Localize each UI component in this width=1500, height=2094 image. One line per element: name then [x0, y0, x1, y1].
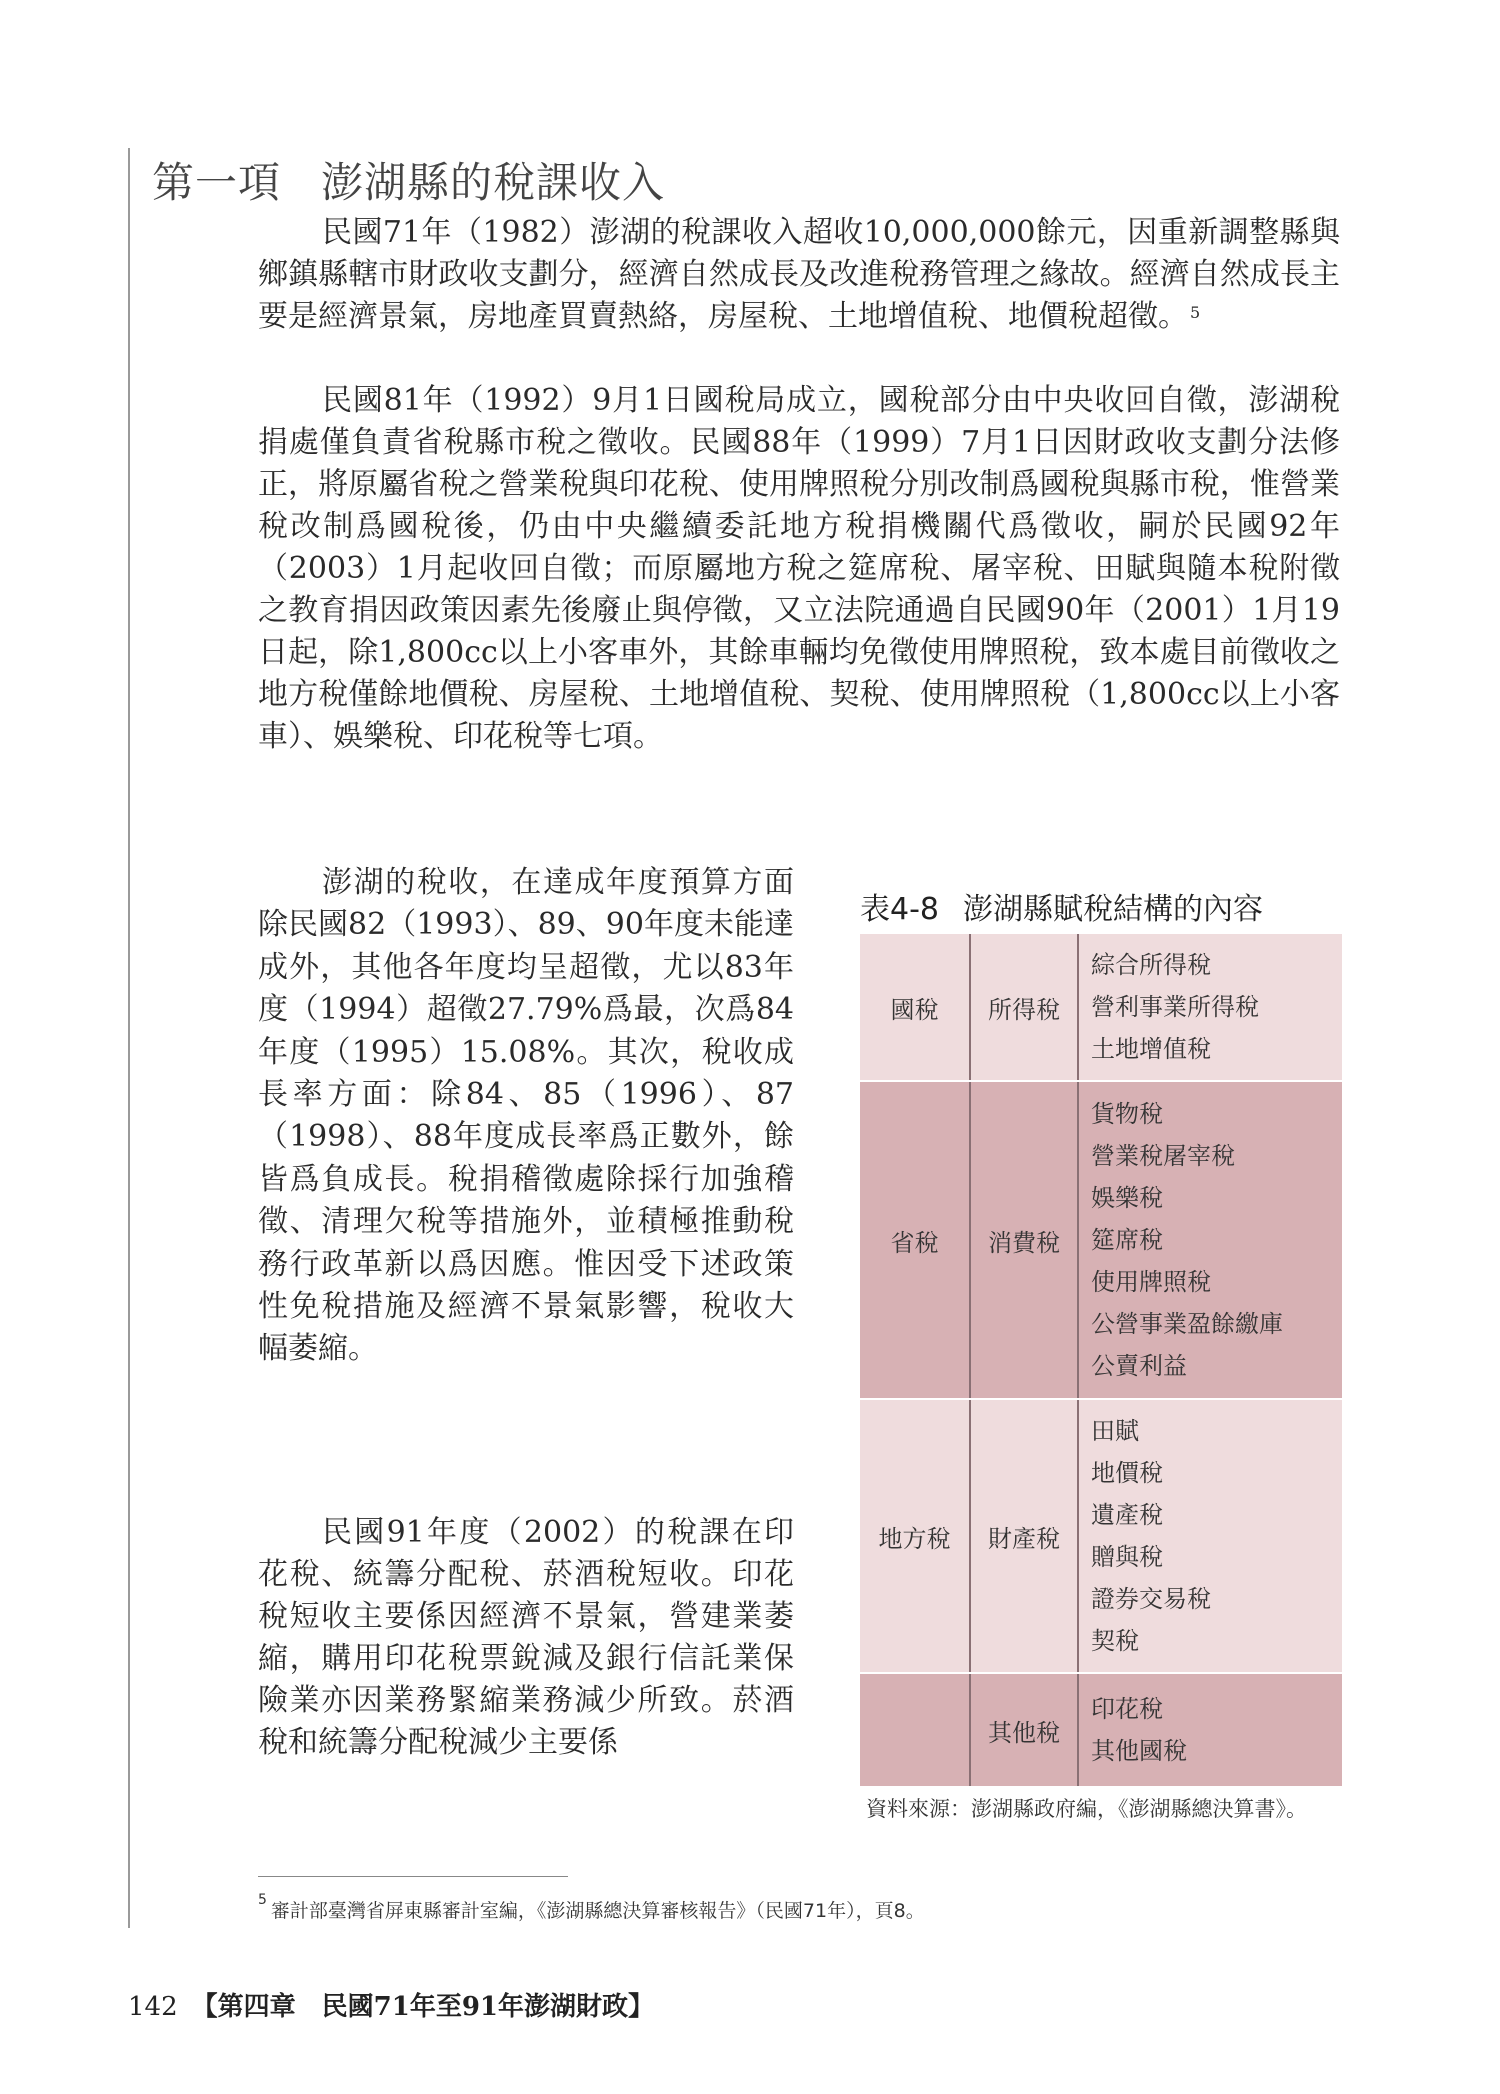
table-row	[860, 1399, 1342, 1673]
table-label: 表4-8	[860, 892, 939, 927]
table-items-cell	[1078, 1673, 1342, 1786]
page-footer	[128, 1986, 654, 2023]
table-item: 其他國稅	[1091, 1737, 1187, 1765]
table-item: 貨物稅	[1091, 1100, 1163, 1128]
table-item: 綜合所得稅	[1091, 951, 1211, 979]
footnote-ref: 5	[1190, 303, 1201, 322]
table-item: 贈與稅	[1091, 1543, 1163, 1571]
paragraph-3: 澎湖的稅收，在達成年度預算方面除民國82（1993）、89、90年度未能達成外，其他各年度均呈超徵，尤以83年度（1994）超徵27.79%爲最，次爲84年度（1995）15.08%。其次，稅收成長率方面：除84、85（1996）、87（1998）、88年度成長率爲正數外，餘皆爲負成長。稅捐稽徵處除採行加強稽徵、清理欠稅等措施外，並積極推動稅務行政革新以爲因應。惟因受下述政策性免稅措施及經濟不景氣影響，稅收大幅萎縮。	[258, 865, 794, 1367]
table-item: 使用牌照稅	[1091, 1268, 1211, 1296]
paragraph-1	[258, 212, 1340, 338]
table-items-cell	[1078, 1399, 1342, 1673]
table-category-cell: 省稅	[860, 1081, 970, 1399]
paragraph-1-text: 民國71年（1982）澎湖的稅課收入超收10,000,000餘元，因重新調整縣與鄉鎮縣轄市財政收支劃分，經濟自然成長及改進稅務管理之緣故。經濟自然成長主要是經濟景氣，房地產買賣熱絡，房屋稅、土地增值稅、地價稅超徵。	[258, 215, 1340, 334]
table-row	[860, 1081, 1342, 1399]
table-type-cell: 其他稅	[970, 1673, 1078, 1786]
margin-rule	[128, 148, 130, 1928]
table-category-cell	[860, 1673, 970, 1786]
table-item: 證券交易稅	[1091, 1585, 1211, 1613]
table-item: 土地增值稅	[1091, 1035, 1211, 1063]
table-caption	[860, 884, 1263, 928]
table-item: 契稅	[1091, 1627, 1139, 1655]
paragraph-2: 民國81年（1992）9月1日國稅局成立，國稅部分由中央收回自徵，澎湖稅捐處僅負責省稅縣市稅之徵收。民國88年（1999）7月1日因財政收支劃分法修正，將原屬省稅之營業稅與印花稅、使用牌照稅分別改制爲國稅與縣市稅，惟營業稅改制爲國稅後，仍由中央繼續委託地方稅捐機關代爲徵收，嗣於民國92年（2003）1月起收回自徵；而原屬地方稅之筵席稅、屠宰稅、田賦與隨本稅附徵之教育捐因政策因素先後廢止與停徵，又立法院通過自民國90年（2001）1月19日起，除1,800cc以上小客車外，其餘車輛均免徵使用牌照稅，致本處目前徵收之地方稅僅餘地價稅、房屋稅、土地增值稅、契稅、使用牌照稅（1,800cc以上小客車）、娛樂稅、印花稅等七項。	[258, 383, 1340, 754]
paragraph-4: 民國91年度（2002）的稅課在印花稅、統籌分配稅、菸酒稅短收。印花稅短收主要係因經濟不景氣，營建業萎縮，購用印花稅票銳減及銀行信託業保險業亦因業務緊縮業務減少所致。菸酒稅和統籌分配稅減少主要係	[258, 1515, 794, 1760]
table-item: 營利事業所得稅	[1091, 993, 1259, 1021]
table-category-cell: 國稅	[860, 934, 970, 1081]
table-type-cell: 財產稅	[970, 1399, 1078, 1673]
table-item: 遺產稅	[1091, 1501, 1163, 1529]
section-heading	[152, 150, 665, 210]
table-row	[860, 1673, 1342, 1786]
table-item: 公營事業盈餘繳庫	[1091, 1310, 1283, 1338]
table-row	[860, 934, 1342, 1081]
footnote-number: 5	[258, 1892, 267, 1908]
tax-structure-table	[860, 934, 1342, 1786]
section-title: 澎湖縣的稅課收入	[321, 158, 666, 207]
section-number: 第一項	[152, 158, 282, 207]
table-items-cell	[1078, 1081, 1342, 1399]
table-category-cell: 地方稅	[860, 1399, 970, 1673]
chapter-title: 【第四章 民國71年至91年澎湖財政】	[191, 1992, 655, 2022]
table-item: 筵席稅	[1091, 1226, 1163, 1254]
table-source: 資料來源：澎湖縣政府編，《澎湖縣總決算書》。	[866, 1797, 1307, 1821]
footnote-divider	[258, 1876, 568, 1877]
table-item: 公賣利益	[1091, 1352, 1187, 1380]
table-item: 印花稅	[1091, 1695, 1163, 1723]
footnote	[258, 1892, 925, 1923]
table-items-cell	[1078, 934, 1342, 1081]
footnote-text: 審計部臺灣省屏東縣審計室編，《澎湖縣總決算審核報告》（民國71年），頁8。	[270, 1900, 925, 1922]
table-type-cell: 消費稅	[970, 1081, 1078, 1399]
page-number: 142	[128, 1992, 178, 2022]
table-item: 田賦	[1091, 1417, 1139, 1445]
table-item: 營業稅屠宰稅	[1091, 1142, 1235, 1170]
table-item: 娛樂稅	[1091, 1184, 1163, 1212]
table-title: 澎湖縣賦稅結構的內容	[963, 892, 1263, 927]
table-type-cell: 所得稅	[970, 934, 1078, 1081]
table-item: 地價稅	[1091, 1459, 1163, 1487]
